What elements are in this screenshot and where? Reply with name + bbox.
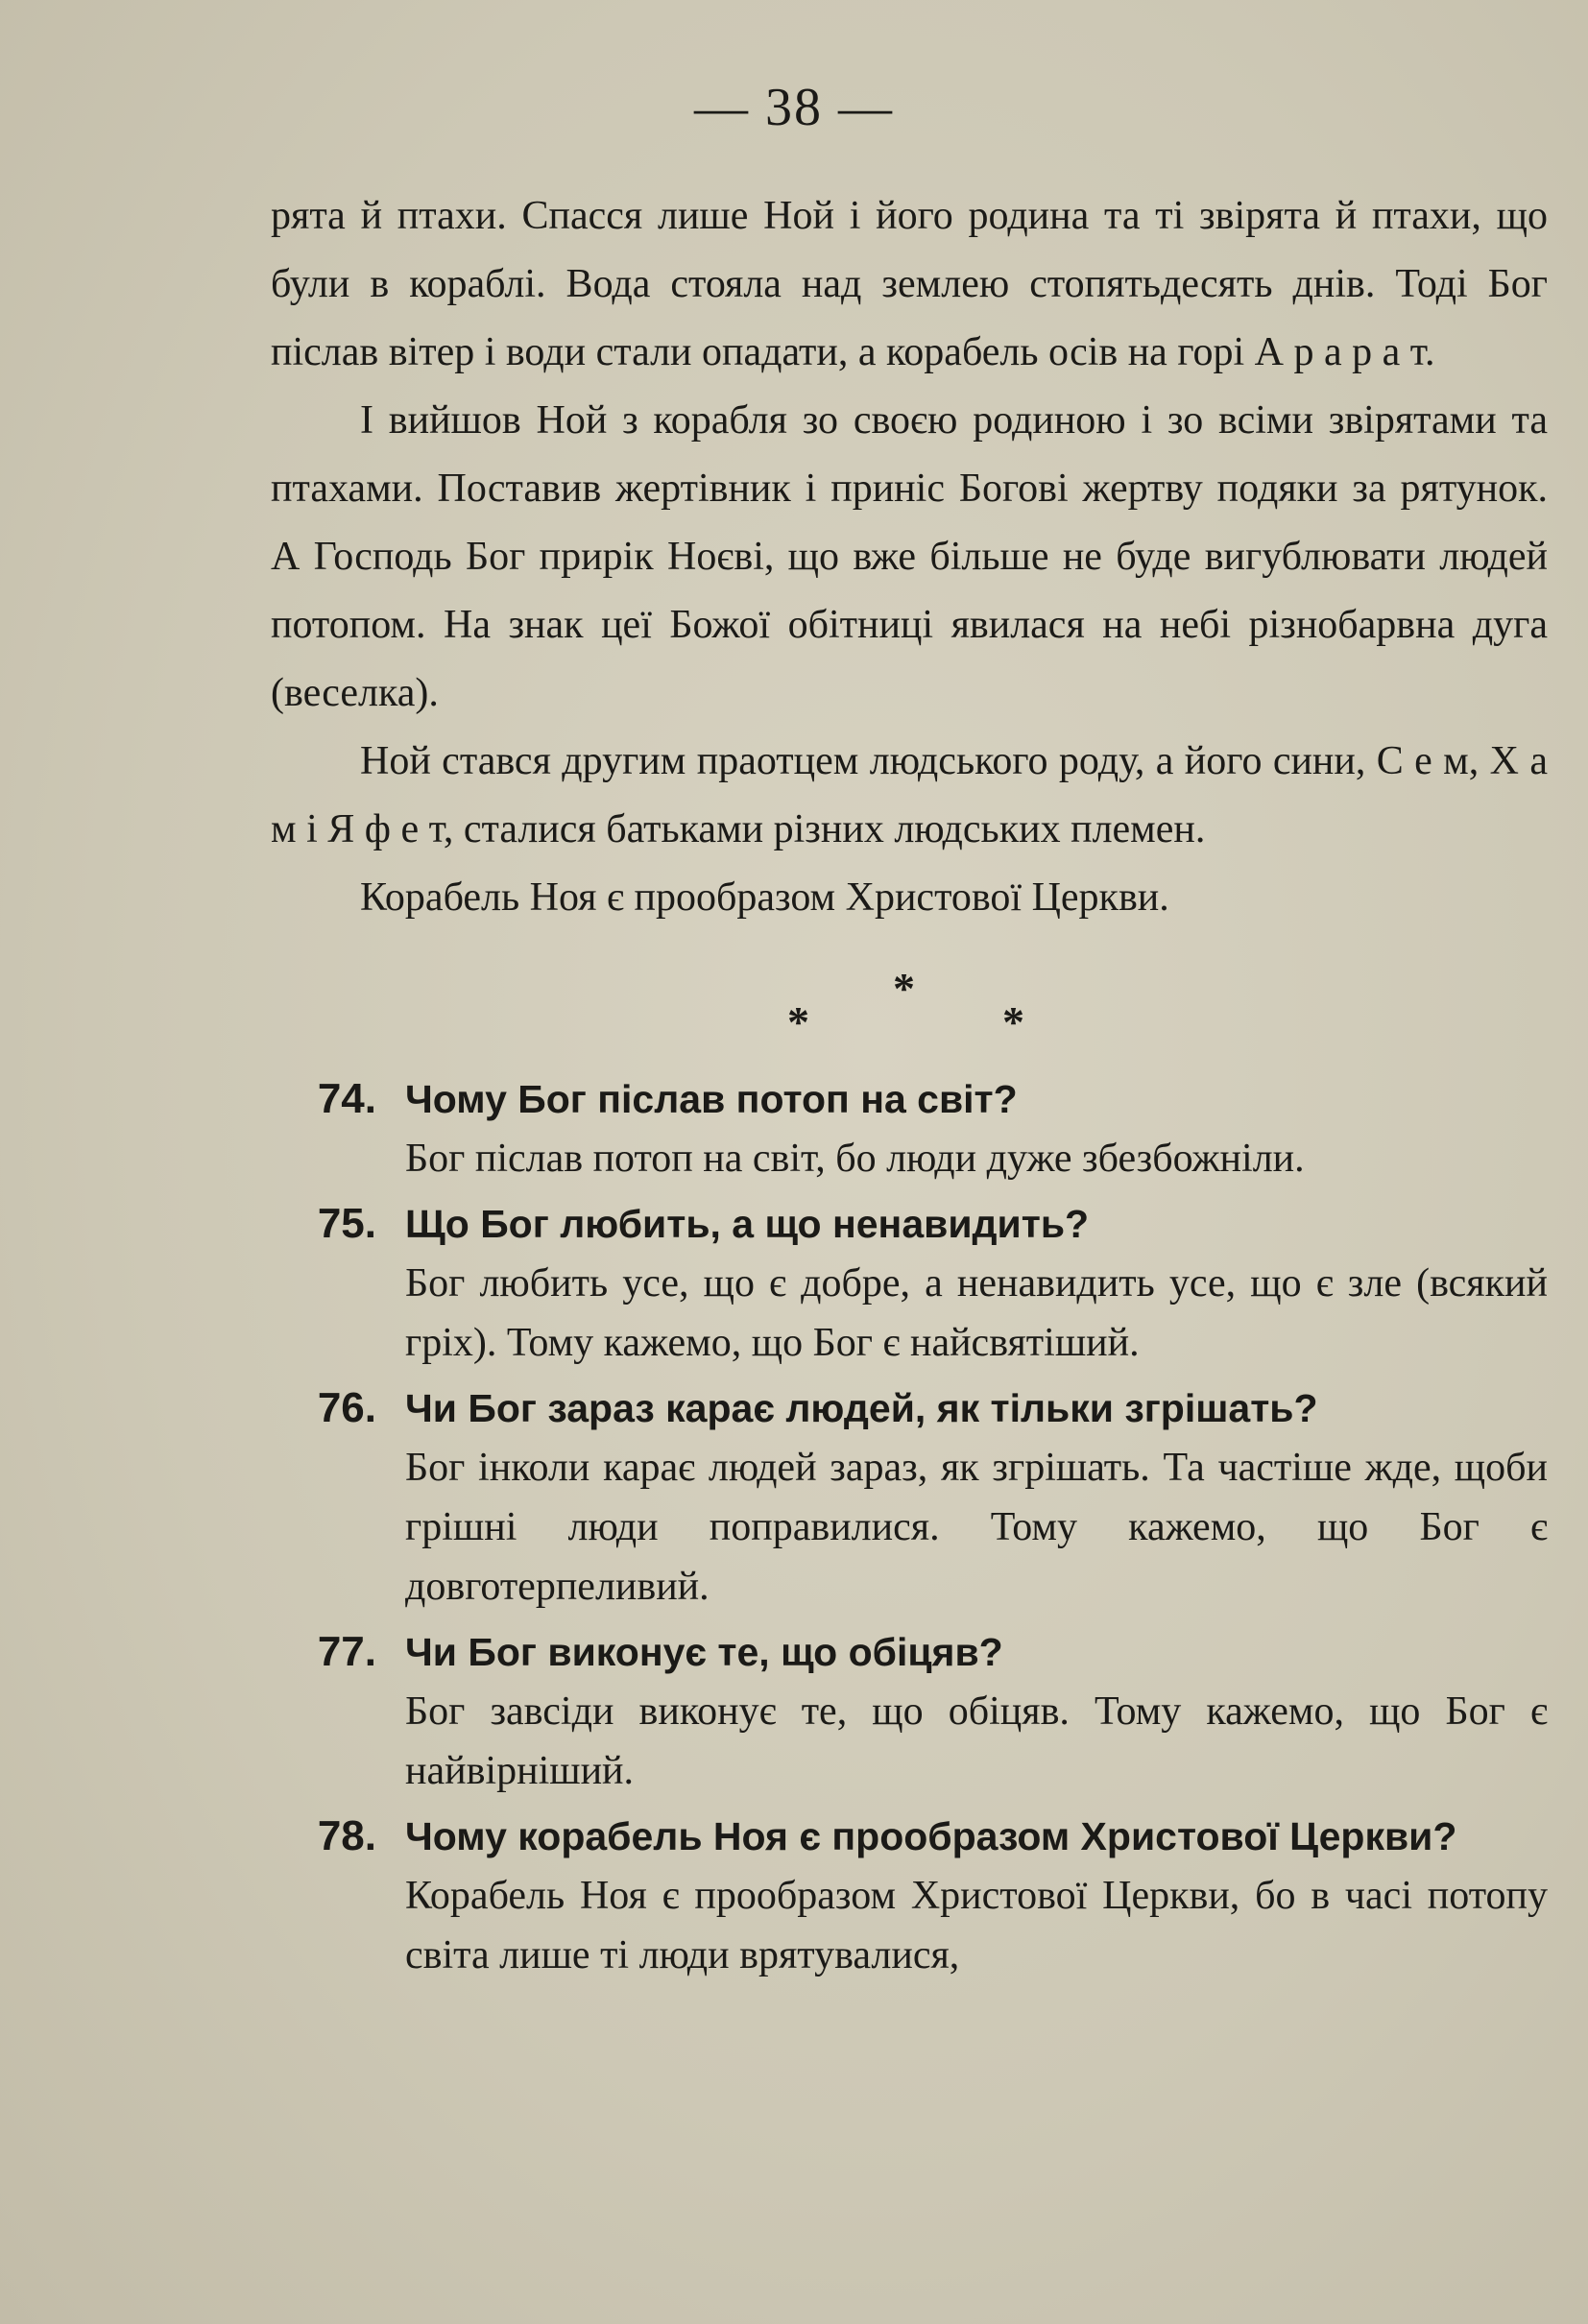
- question-text: Чому Бог післав потоп на світ?: [405, 1077, 1018, 1121]
- qa-item-76: [317, 1378, 1548, 1617]
- question-number: 75.: [317, 1200, 376, 1247]
- answer-text: Корабель Ноя є прообразом Христової Церкви, бо в часі потопу світа лише ті люди врятувалися,: [405, 1874, 1548, 1977]
- qa-item-75: [317, 1194, 1548, 1373]
- page-number: — 38 —: [694, 78, 894, 137]
- section-separator: [271, 953, 1548, 1064]
- question-number: 76.: [317, 1384, 376, 1431]
- qa-item-74: [317, 1069, 1548, 1188]
- paragraph: рята й птахи. Спасся лише Ной і його родина та ті звірята й птахи, що були в кораблі. Вода стояла над землею стопятьдесять днів. Тоді Бог післав вітер і води стали опадати, а корабель осів на горі А р а р а т.: [271, 194, 1548, 374]
- asterisk: *: [787, 997, 809, 1046]
- qa-item-78: [317, 1807, 1548, 1985]
- answer-text: Бог післав потоп на світ, бо люди дуже збезбожніли.: [405, 1137, 1305, 1181]
- paragraph: Ной стався другим праотцем людського роду, а його сини, С е м, Х а м і Я ф е т, сталися батьками різних людських племен.: [271, 739, 1548, 851]
- question-text: Чи Бог виконує те, що обіцяв?: [405, 1630, 1003, 1674]
- paragraph: І вийшов Ной з корабля зо своєю родиною і зо всіми звірятами та птахами. Поставив жертівник і приніс Богові жертву подяки за рятунок. А Господь Бог прирік Ноєві, що вже більше не буде вигублювати людей потопом. На знак цеї Божої обітниці явилася на небі різнобарвна дуга (веселка).: [271, 398, 1548, 715]
- paragraph: Корабель Ноя є прообразом Христової Церкви.: [360, 875, 1169, 920]
- answer-text: Бог любить усе, що є добре, а ненавидить усе, що є зле (всякий гріх). Тому кажемо, що Бог є найсвятіший.: [405, 1261, 1548, 1365]
- question-text: Що Бог любить, а що ненавидить?: [405, 1202, 1090, 1246]
- question-text: Чому корабель Ноя є прообразом Христової Церкви?: [405, 1814, 1457, 1858]
- question-number: 78.: [317, 1812, 376, 1859]
- question-number: 77.: [317, 1628, 376, 1675]
- question-number: 74.: [317, 1075, 376, 1122]
- answer-text: Бог завсіди виконує те, що обіцяв. Тому кажемо, що Бог є найвірніший.: [405, 1689, 1548, 1793]
- question-text: Чи Бог зараз карає людей, як тільки згрішать?: [405, 1386, 1318, 1430]
- asterisk: *: [1002, 997, 1024, 1046]
- asterisk: *: [893, 964, 915, 1013]
- answer-text: Бог інколи карає людей зараз, як згрішать. Та частіше жде, щоби грішні люди поправилися. Тому кажемо, що Бог є довготерпеливий.: [405, 1446, 1548, 1609]
- qa-item-77: [317, 1622, 1548, 1801]
- page-body: [271, 182, 1548, 1985]
